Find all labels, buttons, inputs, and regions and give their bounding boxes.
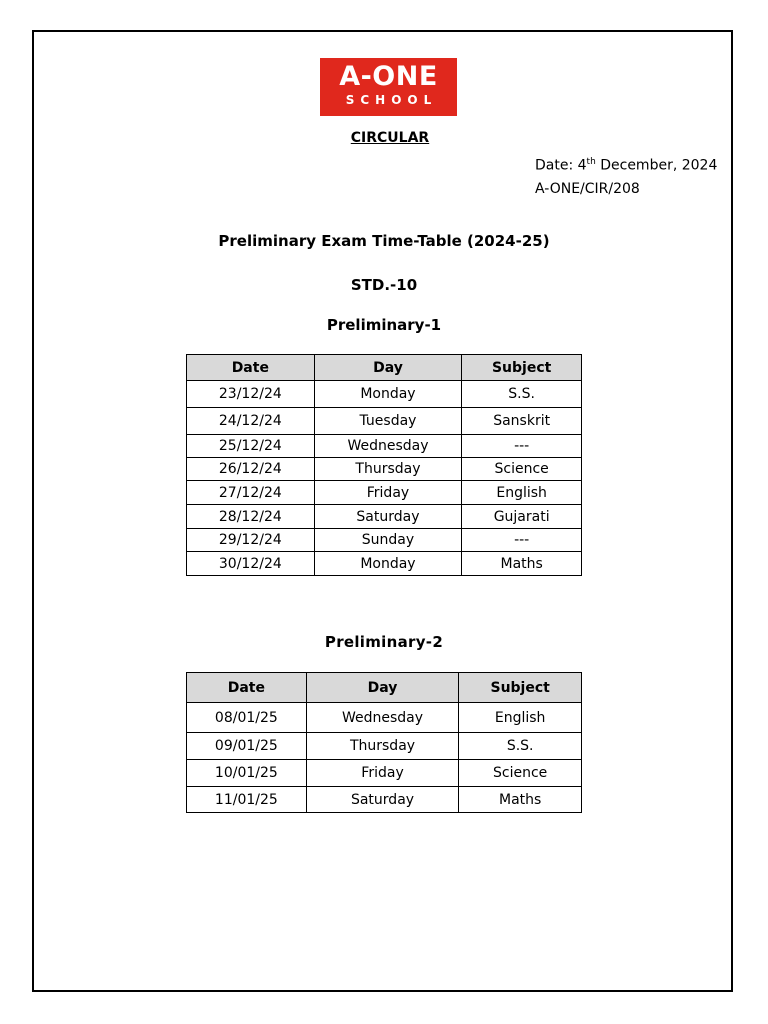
standard-label: STD.-10 — [350, 276, 418, 294]
table-row — [187, 381, 582, 408]
table-row — [187, 408, 582, 435]
cell-subject: Science — [459, 760, 582, 787]
cell-date: 30/12/24 — [187, 552, 315, 576]
table-row — [187, 529, 582, 552]
table-row — [187, 760, 582, 787]
cell-date: 26/12/24 — [187, 458, 315, 481]
cell-subject: Sanskrit — [462, 408, 582, 435]
table-row — [187, 481, 582, 505]
table-header-row — [187, 673, 582, 703]
logo-line1: A-ONE — [339, 61, 438, 92]
prelim1-heading: Preliminary-1 — [326, 316, 442, 334]
cell-day: Thursday — [314, 458, 462, 481]
header-day: Day — [306, 673, 459, 703]
cell-day: Saturday — [314, 505, 462, 529]
circular-reference: A-ONE/CIR/208 — [535, 181, 640, 197]
cell-subject: Science — [462, 458, 582, 481]
header-date: Date — [187, 673, 307, 703]
cell-day: Sunday — [314, 529, 462, 552]
cell-day: Monday — [314, 381, 462, 408]
cell-date: 09/01/25 — [187, 733, 307, 760]
prelim2-table — [186, 672, 582, 813]
cell-subject: --- — [462, 435, 582, 458]
date-suffix-sup: th — [586, 157, 596, 167]
prelim1-table — [186, 354, 582, 576]
circular-date — [535, 157, 717, 174]
table-row — [187, 733, 582, 760]
cell-subject: S.S. — [462, 381, 582, 408]
header-subject: Subject — [459, 673, 582, 703]
date-rest: December, 2024 — [595, 157, 718, 174]
table-row — [187, 505, 582, 529]
cell-day: Friday — [306, 760, 459, 787]
cell-date: 27/12/24 — [187, 481, 315, 505]
cell-date: 28/12/24 — [187, 505, 315, 529]
school-logo — [320, 58, 457, 116]
table-header-row — [187, 355, 582, 381]
cell-day: Tuesday — [314, 408, 462, 435]
cell-date: 10/01/25 — [187, 760, 307, 787]
table-row — [187, 552, 582, 576]
page-title: Preliminary Exam Time-Table (2024-25) — [218, 232, 550, 250]
cell-day: Friday — [314, 481, 462, 505]
cell-date: 08/01/25 — [187, 703, 307, 733]
cell-date: 11/01/25 — [187, 787, 307, 813]
cell-subject: S.S. — [459, 733, 582, 760]
cell-date: 25/12/24 — [187, 435, 315, 458]
cell-subject: --- — [462, 529, 582, 552]
cell-day: Saturday — [306, 787, 459, 813]
header-subject: Subject — [462, 355, 582, 381]
cell-day: Thursday — [306, 733, 459, 760]
table-row — [187, 435, 582, 458]
cell-date: 29/12/24 — [187, 529, 315, 552]
header-date: Date — [187, 355, 315, 381]
header-day: Day — [314, 355, 462, 381]
cell-subject: Gujarati — [462, 505, 582, 529]
cell-day: Wednesday — [314, 435, 462, 458]
logo-line2: SCHOOL — [345, 93, 438, 107]
cell-subject: Maths — [459, 787, 582, 813]
table-row — [187, 458, 582, 481]
table-row — [187, 787, 582, 813]
cell-subject: English — [459, 703, 582, 733]
cell-date: 23/12/24 — [187, 381, 315, 408]
cell-date: 24/12/24 — [187, 408, 315, 435]
date-prefix: Date: 4 — [535, 157, 587, 174]
circular-label: CIRCULAR — [350, 130, 430, 146]
table-row — [187, 703, 582, 733]
cell-subject: Maths — [462, 552, 582, 576]
cell-subject: English — [462, 481, 582, 505]
cell-day: Wednesday — [306, 703, 459, 733]
cell-day: Monday — [314, 552, 462, 576]
prelim2-heading: Preliminary-2 — [324, 633, 444, 651]
